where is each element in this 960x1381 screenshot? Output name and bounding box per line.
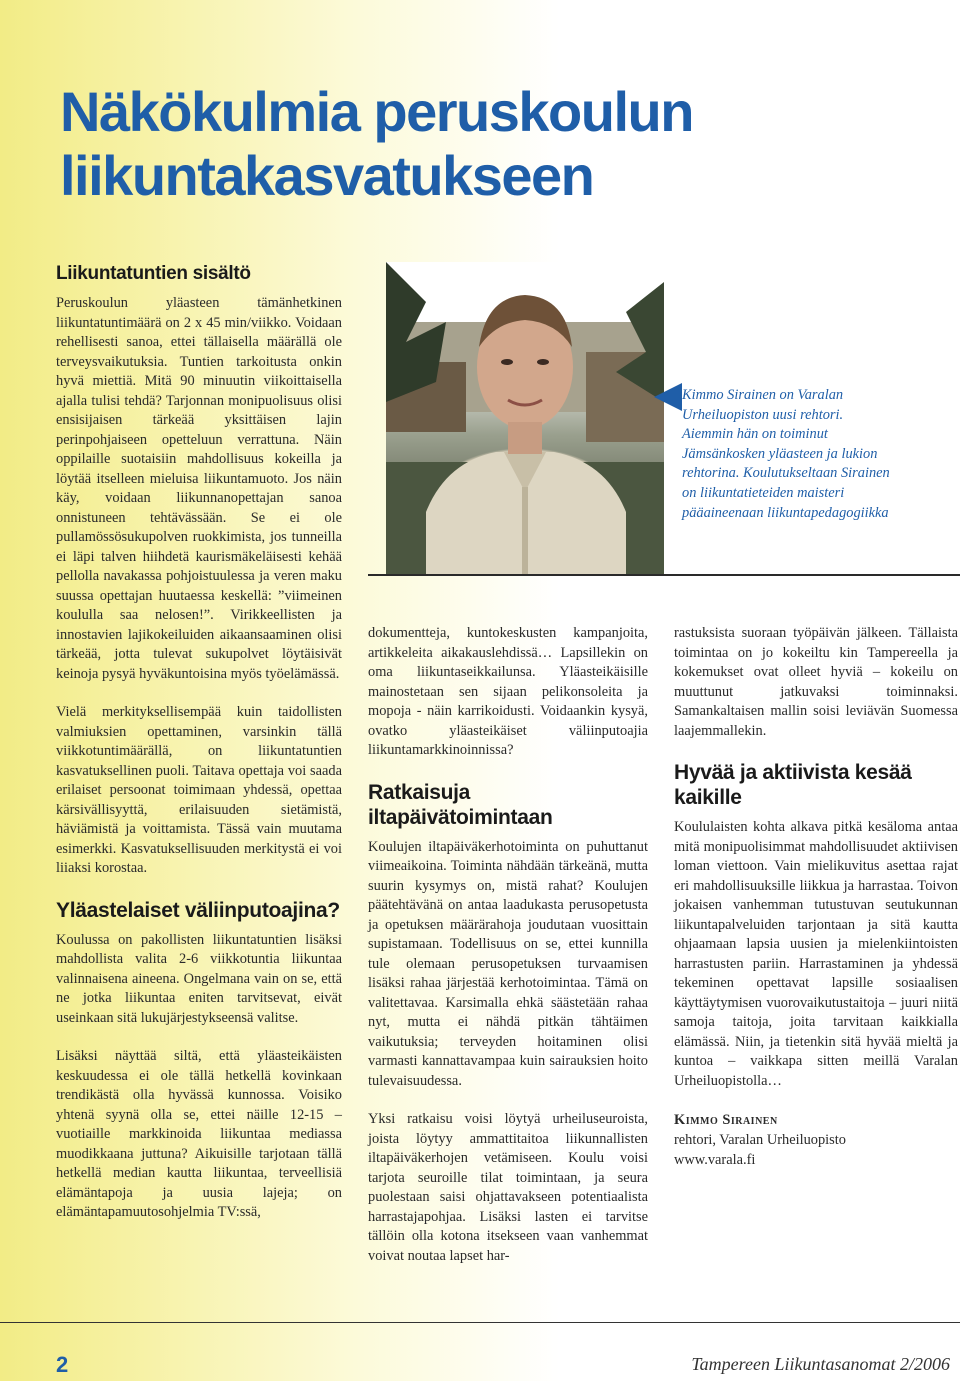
article-title: Näkökulmia peruskoulun liikuntakasvatukseen xyxy=(60,80,693,207)
paragraph: dokumentteja, kuntokeskusten kampanjoita, artikkeleita aikakauslehdissä… Lapsillekin on oma liikuntaseikkailunsa. Yläasteikäisille mainostetaan sen sijaan pelikonsoleita ja mopoja - näin karrikoidusti. Voidaankin kysyä, ovatko yläasteikäiset väliinputoajia liikuntamarkkinoinnissa? xyxy=(368,625,648,758)
publication-name: Tampereen Liikuntasanomat 2/2006 xyxy=(691,1354,950,1374)
author-name: Kimmo Sirainen xyxy=(674,1112,778,1128)
article-column-2 xyxy=(368,624,648,1285)
portrait-illustration xyxy=(386,262,664,576)
footer-divider xyxy=(0,1322,960,1323)
caption-pointer-icon xyxy=(654,383,682,411)
author-role: rehtori, Varalan Urheiluopisto xyxy=(674,1132,846,1148)
portrait-photo xyxy=(386,262,664,576)
paragraph: Lisäksi näyttää siltä, että yläasteikäisten keskuudessa ei ole tällä hetkellä kovinkaan trendikästä olla hyvässä kunnossa. Voisiko yhtenä syynä olla se, ettei näille 12-15 –vuotiaille markkinoida liikuntaa mediassa muodikkaana juttuna? Aikuisille tarjotaan tällä hetkellä median kautta liikuntaa, terveellisiä elämäntapoja ja uusia lajeja; on elämäntapamuutosohjelmia TV:ssä, xyxy=(56,1048,342,1220)
paragraph: Koululaisten kohta alkava pitkä kesäloma antaa mitä monipuolisimmat mahdollisuudet aktiivisen loman viettoon. Vain mielikuvitus asettaa rajat eri mahdollisuuksille liikkua ja harrastaa. Toivon jokaisen vanhemman tutustuvan seutukunnan liikuntapalveluiden tarjontaan ja sitä kautta ohjaamaan lapsia uusien ja mielenkiintoisten harrastusten pariin. Harrastaminen ja yhdessä tekeminen opettavat lapsille sosiaalisen käyttäytymisen vuorovaikutustaitoja – juuri niitä samoja taitoja, joita tarvitaan kaikkialla elämässä. Niin, ja tietenkin sitä hyvää mieltä ja kuntoa – vaikkapa sitten meillä Varalan Urheiluopistolla… xyxy=(674,819,958,1089)
photo-caption: Kimmo Sirainen on Varalan Urheiluopiston uusi rehtori. Aiemmin hän on toiminut Jämsänkosken yläasteen ja lukion rehtorina. Koulutukseltaan Sirainen on liikuntatieteiden maisteri pääaineenaan liikuntapedagogiikka xyxy=(682,387,890,521)
paragraph: Peruskoulun yläasteen tämänhetkinen liikuntatuntimäärä on 2 x 45 min/viikko. Voidaan rehellisesti sanoa, ettei tällaisella määrällä ole terveysvaikutuksia. Tuntien tarkoitusta onkin hyvä miettiä. Mitä 90 minuutin viikoittaisella ajalla tulisi tehdä? Tarjonnan monipuolisuus olisi ensisijaisen tärkeää yksittäisen lajin perinpohjaiseen opetteluun verrattuna. Näin oppilaille suotaisiin mahdollisuus kokeilla ja löytää itselleen mieluisa liikuntamuoto. Jos näin käy, voidaan liikunnanopettajan sanoa onnistuneen tehtävässään. Se ei ole pullamössösukupolven ruokkimista, jos tunneilla ei läpi talven hiihdetä kaurismäkeläisesti kehää pellolla navakassa pohjoistuulessa ja veren maku suussa opettajan huutaessa keskellä: ”viimeinen koululla saa nelosen!”. Virikkeellisten ja innostavien lajikokeiluiden aikaansaaminen olisi tärkeää, jotta tulevat sukupolvet löytäisivät keinoja pysyä hyväkuntoisina myös työelämässä. xyxy=(56,295,342,682)
paragraph: Koulussa on pakollisten liikuntatuntien lisäksi mahdollista valita 2-6 viikkotuntia liikuntaa valinnaisena aineena. Ongelmana vain on se, että ne jotka liikuntaa eniten tarvitsevat, eivät useinkaan sitä lukujärjestykseensä valitse. xyxy=(56,931,342,1026)
article-column-3 xyxy=(674,624,958,1170)
photo-divider xyxy=(368,574,960,576)
page-number: 2 xyxy=(56,1352,69,1377)
paragraph: Koulujen iltapäiväkerhotoiminta on puhuttanut viimeaikoina. Toiminta nähdään tärkeänä, mutta suurin kysymys on, mistä rahat? Koulujen päätehtävänä on antaa laadukasta perusopetusta ja opetuksen määrärahoja joudutaan vuosittain supistamaan. Todellisuus on se, ettei kunnilla tule olemaan perusopetuksen turvaamisen lisäksi rahaa järjestää kerhotoimintaa. Tämä on valitettavaa. Karsimalla ehkä säästetään rahaa nyt, mutta ei nähdä pitkän tähtäimen vaikutuksia; terveyden hoitaminen olisi varmasti kannattavampaa kuin sairauksien hoito tulevaisuudessa. xyxy=(368,838,648,1089)
paragraph: Yksi ratkaisu voisi löytyä urheiluseuroista, joista löytyy ammattitaitoa liikunnallisten iltapäiväkerhojen vetämiseen. Koulu voisi tarjota seuroille tilat toimintaan, ja seura puolestaan saisi ohjattavakseen potentiaalista harrastajapohjaa. Lisäksi lasten ei tarvitse tällöin olla kotona itsekseen vaan vanhemmat voivat noutaa lapset har- xyxy=(368,1111,648,1264)
section-heading-hyvaa-kesaa: Hyvää ja aktiivista kesää kaikille xyxy=(674,761,912,809)
author-website: www.varala.fi xyxy=(674,1152,756,1168)
section-heading-ylaastelaiset: Yläastelaiset väliinputoajina? xyxy=(56,898,340,922)
author-signature xyxy=(674,1110,958,1170)
paragraph: rastuksista suoraan työpäivän jälkeen. Tällaista toimintaa on jo kokeiltu kin Tampereella ja kokemukset ovat olleet hyviä – kokeilu on muuttunut jatkuvaksi toiminnaksi. Samankaltaisen mallin soisi leviävän Suomessa laajemmallekin. xyxy=(674,625,958,739)
section-heading-ratkaisuja: Ratkaisuja iltapäivätoimintaan xyxy=(368,780,553,829)
article-column-1 xyxy=(56,294,342,1242)
section-heading-liikuntatuntien-sisalto: Liikuntatuntien sisältö xyxy=(56,263,251,284)
paragraph: Vielä merkityksellisempää kuin taidollisten valmiuksien opettaminen, varsinkin tällä viikkotuntimäärällä, on liikuntatuntien kasvatuksellinen puoli. Taitava opettaja voi saada erilaiset persoonat toimimaan yhdessä, opettaa kärsivällisyyttä, erilaisuuden sietämistä, häviämistä ja voittamista. Tässä vain muutama esimerkki. Kasvatuksellisuuden merkitystä ei voi liiaksi korostaa. xyxy=(56,704,342,876)
